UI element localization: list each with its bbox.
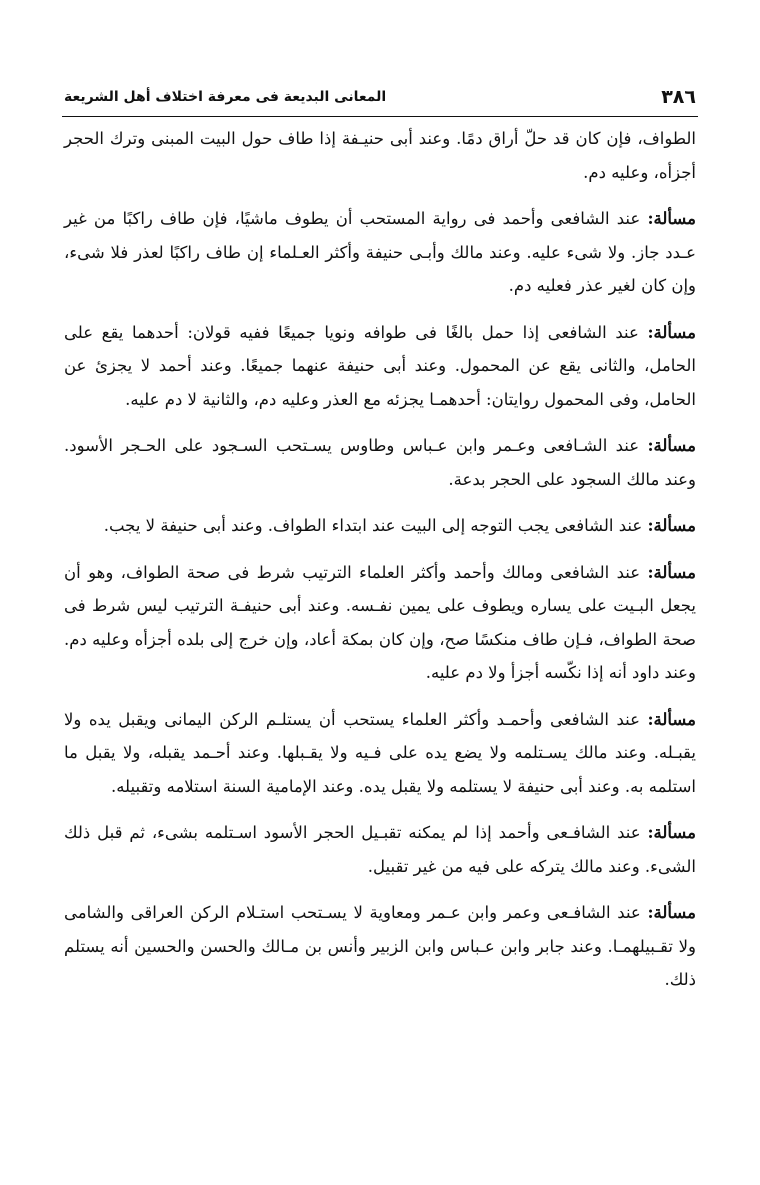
paragraph-text: عند الشافعى ومالك وأحمد وأكثر العلماء الترتيب شرط فى صحة الطواف، وهو أن يجعل البـيت على يساره ويطوف على يمين نفـسه. وعند أبى حنيفـة الترتيب ليس شرط فى صحة الطواف، فـإن طاف منكسًا صح، وإن كان بمكة أعاد، وإن خرج إلى بلده أجزأه وعليه دم. وعند داود أنه إذا نكّسه أجزأ ولا دم عليه. (64, 562, 696, 682)
paragraph-text: الطواف، فإن كان قد حلّ أراق دمًا. وعند أبى حنيـفة إذا طاف حول البيت المبنى وترك الحجر أجزأه، وعليه دم. (64, 129, 696, 182)
paragraph-text: عند الشافعى إذا حمل بالغًا فى طوافه ونويا جميعًا ففيه قولان: أحدهما يقع على الحامل، والثانى يقع عن المحمول. وعند أبى حنيفة عنهما جميعًا. وعند أحمد لا يجزئ عن الحامل، وفى المحمول روايتان: أحدهمـا يجزئه مع العذر وعليه دم، والثانية لا دم عليه. (64, 322, 696, 409)
masala-paragraph-7 (64, 816, 696, 883)
paragraph-text: عند الشـافعى وعـمر وابن عـباس وطاوس يسـتحب السـجود على الحـجر الأسود. وعند مالك السجود على الحجر بدعة. (64, 436, 696, 489)
masala-label: مسألة: (647, 823, 696, 842)
masala-paragraph-2 (64, 316, 696, 417)
masala-label: مسألة: (647, 709, 696, 729)
masala-paragraph-8 (64, 896, 696, 997)
paragraph-text: عند الشافـعى وعمر وابن عـمر ومعاوية لا يسـتحب استـلام الركن العراقى والشامى ولا تقـبيلهمـا. وعند جابر وابن عـباس وابن الزبير وأنس بن مـالك والحسن والحسين أنه يستلم ذلك. (64, 903, 696, 989)
masala-paragraph-3 (64, 429, 696, 496)
masala-paragraph-6 (64, 703, 696, 804)
paragraph-text: عند الشافعى وأحمد فى رواية المستحب أن يطوف ماشيًا، فإن طاف راكبًا من غير عـدد جاز. ولا شىء عليه. وعند مالك وأبـى حنيفة وأكثر العـلماء إن طاف راكبًا لعذر فلا شىء، وإن كان لغير عذر فعليه دم. (64, 209, 696, 295)
masala-label: مسألة: (647, 322, 696, 342)
masala-label: مسألة: (647, 903, 696, 922)
page-header (62, 86, 698, 117)
running-title: المعانى البديعة فى معرفة اختلاف أهل الشريعة (64, 89, 387, 105)
page-number: ٣٨٦ (661, 86, 696, 108)
masala-label: مسألة: (647, 436, 696, 455)
paragraph-text: عند الشافعى يجب التوجه إلى البيت عند ابتداء الطواف. وعند أبى حنيفة لا يجب. (103, 516, 648, 535)
masala-paragraph-5 (64, 556, 696, 690)
paragraph-text: عند الشافـعى وأحمد إذا لم يمكنه تقبـيل الحجر الأسود اسـتلمه بشىء، ثم قبل ذلك الشىء. وعند مالك يتركه على فيه من غير تقبيل. (64, 823, 696, 876)
masala-paragraph-1 (64, 202, 696, 303)
masala-label: مسألة: (647, 562, 696, 582)
masala-label: مسألة: (647, 516, 696, 535)
masala-paragraph-4 (64, 509, 696, 543)
paragraph-1 (64, 122, 696, 189)
masala-label: مسألة: (647, 209, 696, 228)
page-body (64, 122, 696, 997)
paragraph-text: عند الشافعى وأحمـد وأكثر العلماء يستحب أن يستلـم الركن اليمانى ويقبل يده ولا يقبـله. وعند مالك يسـتلمه ولا يضع يده على فـيه ولا يقـبلها. وعند أحـمد يقبله، ولا يقبل ما استلمه به. وعند أبى حنيفة لا يستلمه ولا يقبل يده. وعند الإمامية السنة استلامه وتقبيله. (64, 709, 696, 796)
